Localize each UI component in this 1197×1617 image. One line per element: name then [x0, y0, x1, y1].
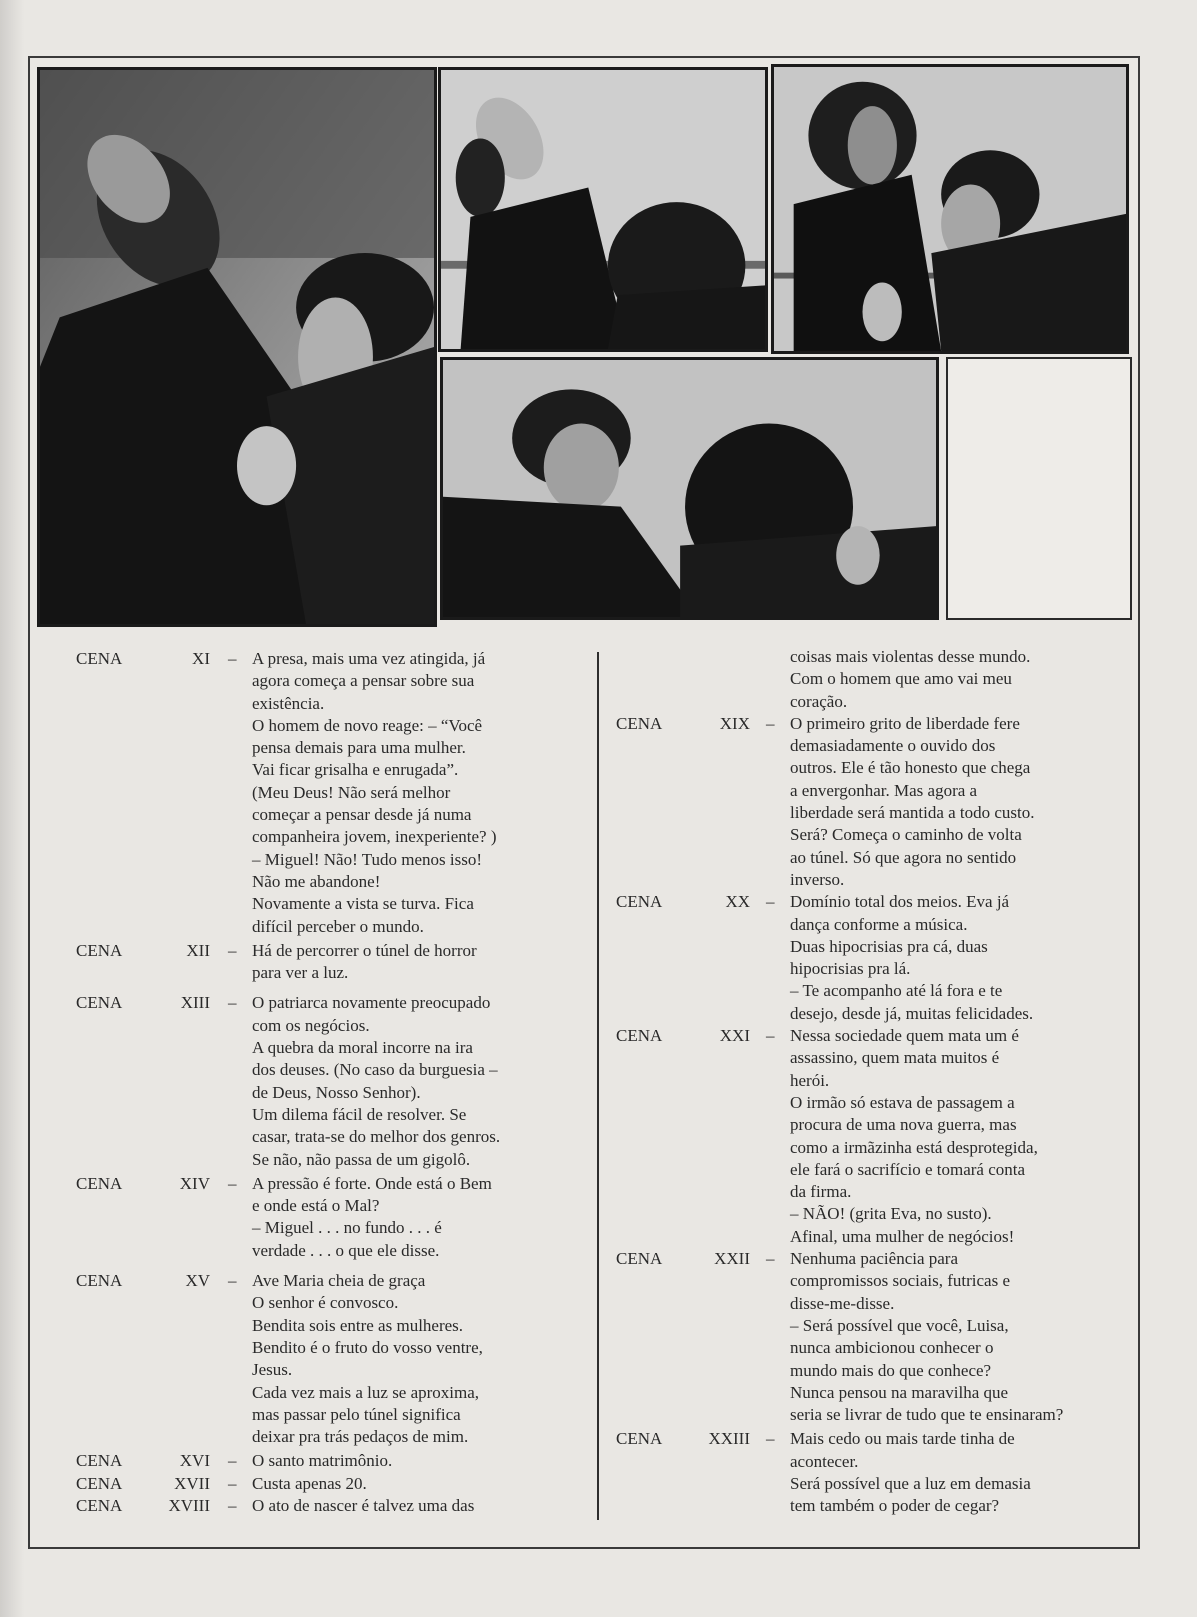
scene-text-line: deixar pra trás pedaços de mim.	[252, 1427, 469, 1447]
scene-text-line: difícil perceber o mundo.	[252, 916, 424, 936]
scene-text-line: – Miguel . . . no fundo . . . é	[252, 1218, 442, 1238]
scene-text-line: Mais cedo ou mais tarde tinha de	[790, 1429, 1015, 1449]
scene-text-line: demasiadamente o ouvido dos	[790, 736, 996, 756]
photo-large-left	[37, 67, 437, 627]
scene-label: CENA	[616, 713, 663, 733]
scene-text-line: A presa, mais uma vez atingida, já	[252, 649, 486, 668]
scene-text-line: O santo matrimônio.	[252, 1451, 393, 1471]
scene-text-line: Jesus.	[252, 1360, 293, 1380]
scene-label: CENA	[76, 649, 123, 668]
scene-dash: –	[228, 1473, 237, 1493]
scene-label: CENA	[76, 1451, 123, 1471]
column-divider	[597, 652, 599, 1520]
scene-text-line: Cada vez mais a luz se aproxima,	[252, 1382, 480, 1402]
scene-text-line: coração.	[790, 691, 848, 711]
scene-entry	[76, 648, 576, 938]
scene-text-line: ele fará o sacrifício e tomará conta	[790, 1159, 1026, 1179]
scene-entry	[76, 1270, 576, 1448]
scene-text-line: O patriarca novamente preocupado	[252, 993, 491, 1013]
photo-bottom-middle	[440, 357, 939, 620]
scene-text-line: Bendito é o fruto do vosso ventre,	[252, 1337, 483, 1357]
scene-text-line: dança conforme a música.	[790, 914, 968, 934]
scene-entry	[616, 891, 1136, 1025]
scene-text-line: Ave Maria cheia de graça	[252, 1271, 426, 1291]
scene-dash: –	[766, 1429, 775, 1449]
scene-entry	[616, 713, 1136, 891]
scene-text-line: começar a pensar desde já numa	[252, 805, 472, 825]
scene-text-line: agora começa a pensar sobre sua	[252, 671, 475, 691]
photo-blank-panel	[946, 357, 1132, 620]
scene-number: XXIII	[708, 1429, 750, 1449]
scene-entry	[616, 1428, 1136, 1517]
scene-number: XV	[185, 1271, 210, 1291]
scene-entry	[616, 1025, 1136, 1248]
scene-dash: –	[228, 1451, 237, 1471]
scene-entry	[76, 1173, 576, 1262]
scene-text-line: O primeiro grito de liberdade fere	[790, 713, 1020, 733]
scene-label: CENA	[616, 1429, 663, 1449]
scene-entry	[76, 1495, 576, 1517]
scene-number: XI	[192, 649, 210, 668]
scene-text-line: companheira jovem, inexperiente? )	[252, 827, 497, 847]
scene-text-line: Será? Começa o caminho de volta	[790, 825, 1022, 845]
scene-label: CENA	[76, 993, 123, 1013]
scene-text-line: para ver a luz.	[252, 963, 349, 983]
scene-text-line: herói.	[790, 1070, 830, 1090]
scene-text-line: como a irmãzinha está desprotegida,	[790, 1137, 1038, 1157]
photo-top-middle	[438, 67, 768, 352]
scene-text-line: desejo, desde já, muitas felicidades.	[790, 1003, 1034, 1023]
scene-dash: –	[228, 1271, 237, 1291]
scene-number: XVIII	[168, 1495, 210, 1515]
scene-text-line: Se não, não passa de um gigolô.	[252, 1149, 471, 1169]
scene-text-line: inverso.	[790, 869, 845, 889]
scene-text-line: Bendita sois entre as mulheres.	[252, 1315, 464, 1335]
scene-label: CENA	[76, 940, 123, 960]
scene-number: XIV	[179, 1173, 210, 1193]
scene-text-line: Nenhuma paciência para	[790, 1249, 959, 1269]
scene-text-line: existência.	[252, 693, 325, 713]
scene-text-line: com os negócios.	[252, 1015, 370, 1035]
scene-text-line: Há de percorrer o túnel de horror	[252, 940, 477, 960]
scene-label: CENA	[616, 1026, 663, 1046]
scene-text-line: Custa apenas 20.	[252, 1473, 367, 1493]
scene-text-line: compromissos sociais, futricas e	[790, 1271, 1011, 1291]
scene-label: CENA	[76, 1473, 123, 1493]
scene-text-line: Será possível que a luz em demasia	[790, 1473, 1031, 1493]
scene-number: XX	[725, 892, 750, 912]
scene-text-line: Com o homem que amo vai meu	[790, 669, 1012, 689]
scene-number: XIX	[719, 713, 750, 733]
scene-text-line: – Miguel! Não! Tudo menos isso!	[252, 849, 482, 869]
scene-text-line: a envergonhar. Mas agora a	[790, 780, 978, 800]
scene-text-line: hipocrisias pra lá.	[790, 959, 911, 979]
scene-text-line: – Será possível que você, Luisa,	[790, 1315, 1009, 1335]
left-column	[76, 648, 576, 1517]
scene-text-line: O senhor é convosco.	[252, 1293, 399, 1313]
scene-text-line: O irmão só estava de passagem a	[790, 1092, 1015, 1112]
scene-label: CENA	[616, 1249, 663, 1269]
scene-text-line: mundo mais do que conhece?	[790, 1360, 992, 1380]
scene-number: XVII	[174, 1473, 210, 1493]
scene-text-line: coisas mais violentas desse mundo.	[790, 647, 1031, 666]
scene-text-line: mas passar pelo túnel significa	[252, 1404, 461, 1424]
page-edge-shadow	[0, 0, 24, 1617]
scene-text-line: Não me abandone!	[252, 871, 381, 891]
scene-text-line: nunca ambicionou conhecer o	[790, 1338, 994, 1358]
scene-text-line: – NÃO! (grita Eva, no susto).	[790, 1204, 992, 1224]
right-column	[616, 648, 1136, 1518]
scene-text-line: Um dilema fácil de resolver. Se	[252, 1104, 467, 1124]
scene-text-line: Vai ficar grisalha e enrugada”.	[252, 760, 459, 780]
scene-text-line: assassino, quem mata muitos é	[790, 1048, 1000, 1068]
scene-text-line: A quebra da moral incorre na ira	[252, 1038, 473, 1058]
scene-entry	[76, 1473, 576, 1495]
scene-text-line: e onde está o Mal?	[252, 1196, 380, 1216]
scene-entry	[76, 992, 576, 1170]
scene-dash: –	[228, 993, 237, 1013]
scene-text-line: pensa demais para uma mulher.	[252, 738, 466, 758]
scene-text-line: Nunca pensou na maravilha que	[790, 1382, 1009, 1402]
scene-text-line: acontecer.	[790, 1451, 859, 1471]
scene-text-line: de Deus, Nosso Senhor).	[252, 1082, 421, 1102]
scene-dash: –	[766, 892, 775, 912]
scene-text-line: procura de uma nova guerra, mas	[790, 1115, 1017, 1135]
scene-text-line: casar, trata-se do melhor dos genros.	[252, 1127, 501, 1147]
scene-entry	[76, 940, 576, 985]
scene-text-line: seria se livrar de tudo que te ensinaram?	[790, 1405, 1064, 1425]
scene-text-line: tem também o poder de cegar?	[790, 1496, 1000, 1516]
scene-number: XXI	[719, 1026, 750, 1046]
scene-text-line: Duas hipocrisias pra cá, duas	[790, 936, 988, 956]
scene-dash: –	[228, 940, 237, 960]
scene-label: CENA	[616, 892, 663, 912]
scene-text-line: disse-me-disse.	[790, 1293, 895, 1313]
scene-entry	[76, 1450, 576, 1472]
scene-dash: –	[766, 1026, 775, 1046]
scene-dash: –	[766, 1249, 775, 1269]
scene-text-line: A pressão é forte. Onde está o Bem	[252, 1173, 492, 1193]
scene-text-line: da firma.	[790, 1182, 852, 1202]
scene-dash: –	[228, 1495, 237, 1515]
scene-label: CENA	[76, 1173, 123, 1193]
scene-dash: –	[766, 713, 775, 733]
scene-text-line: Afinal, uma mulher de negócios!	[790, 1226, 1015, 1246]
scene-text-line: verdade . . . o que ele disse.	[252, 1240, 440, 1260]
scene-label: CENA	[76, 1271, 123, 1291]
scene-number: XVI	[179, 1451, 210, 1471]
scene-text-line: ao túnel. Só que agora no sentido	[790, 847, 1017, 867]
photo-top-right	[771, 64, 1129, 354]
scene-text-line: Nessa sociedade quem mata um é	[790, 1026, 1019, 1046]
scene-text-line: – Te acompanho até lá fora e te	[790, 981, 1003, 1001]
scene-text-line: (Meu Deus! Não será melhor	[252, 782, 451, 802]
scene-text-line: dos deuses. (No caso da burguesia –	[252, 1060, 498, 1080]
scene-entry	[616, 1248, 1136, 1426]
scene-text-line: liberdade será mantida a todo custo.	[790, 803, 1035, 823]
scene-number: XXII	[714, 1249, 750, 1269]
scene-number: XII	[186, 940, 210, 960]
scene-text-line: outros. Ele é tão honesto que chega	[790, 758, 1031, 778]
scene-text-line: Domínio total dos meios. Eva já	[790, 892, 1010, 912]
scene-dash: –	[228, 649, 237, 668]
scene-label: CENA	[76, 1495, 123, 1515]
scene-text-line: O ato de nascer é talvez uma das	[252, 1495, 475, 1515]
scene-dash: –	[228, 1173, 237, 1193]
scene-text-line: O homem de novo reage: – “Você	[252, 715, 483, 735]
scene-number: XIII	[180, 993, 210, 1013]
scene-entry	[616, 646, 1136, 713]
scene-text-line: Novamente a vista se turva. Fica	[252, 894, 474, 914]
